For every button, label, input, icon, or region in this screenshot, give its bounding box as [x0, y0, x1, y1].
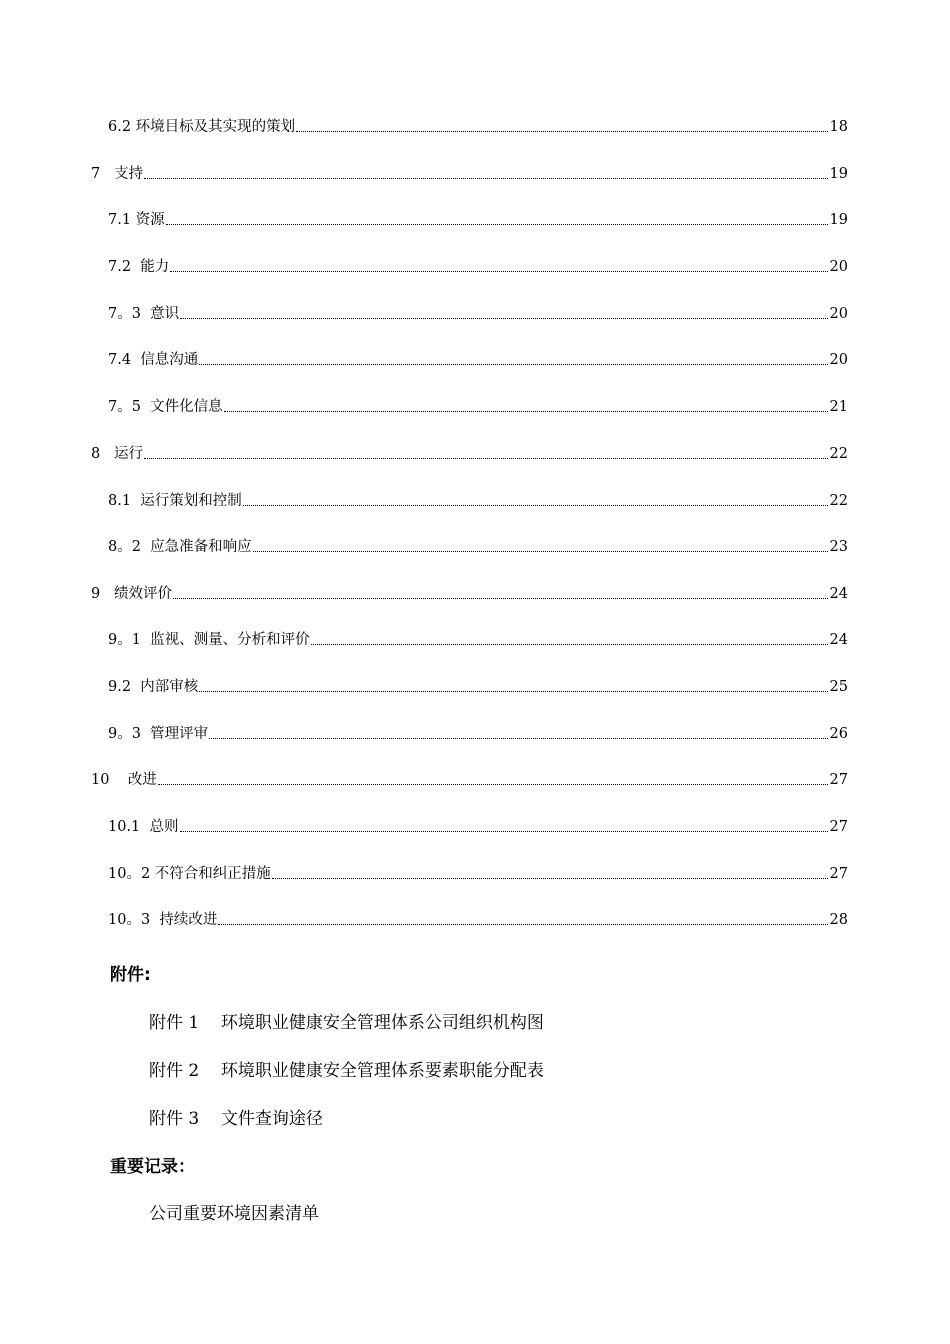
toc-entry-page: 27 — [829, 772, 848, 788]
toc-entry-page: 26 — [829, 726, 848, 742]
toc-entry-label: 8.1 运行策划和控制 — [108, 493, 242, 509]
toc-entry-label: 10。3 持续改进 — [108, 912, 218, 928]
toc-entry[interactable] — [108, 300, 848, 324]
toc-leader-dots — [144, 177, 827, 179]
toc-entry-page: 19 — [829, 166, 848, 182]
toc-entry-label: 9.2 内部审核 — [108, 679, 199, 695]
toc-entry-page: 20 — [829, 259, 848, 275]
toc-entry-label: 10.1 总则 — [108, 819, 179, 835]
toc-entry[interactable] — [108, 860, 848, 884]
toc-entry-page: 27 — [829, 866, 848, 882]
toc-leader-dots — [158, 783, 828, 785]
record-item[interactable]: 公司重要环境因素清单 — [149, 1204, 319, 1224]
toc-entry[interactable] — [108, 253, 848, 277]
attachments-heading: 附件: — [110, 965, 151, 985]
toc-entry-page: 19 — [829, 212, 848, 228]
toc-entry-page: 21 — [829, 399, 848, 415]
toc-entry[interactable] — [108, 533, 848, 557]
toc-leader-dots — [224, 410, 828, 412]
toc-entry[interactable] — [108, 346, 848, 370]
toc-entry[interactable] — [108, 113, 848, 137]
toc-entry[interactable] — [91, 766, 848, 790]
toc-entry-page: 27 — [829, 819, 848, 835]
toc-leader-dots — [243, 504, 828, 506]
toc-leader-dots — [253, 550, 828, 552]
toc-leader-dots — [218, 923, 827, 925]
toc-entry[interactable] — [91, 580, 848, 604]
toc-entry[interactable] — [91, 440, 848, 464]
toc-entry[interactable] — [108, 626, 848, 650]
toc-entry-label: 6.2 环境目标及其实现的策划 — [108, 119, 296, 135]
attachment-item[interactable]: 附件 2 环境职业健康安全管理体系要素职能分配表 — [149, 1061, 544, 1081]
toc-leader-dots — [173, 597, 827, 599]
toc-entry-label: 10。2 不符合和纠正措施 — [108, 866, 271, 882]
toc-leader-dots — [170, 270, 827, 272]
toc-entry[interactable] — [108, 393, 848, 417]
toc-leader-dots — [311, 643, 828, 645]
toc-entry-label: 8 运行 — [91, 446, 144, 462]
toc-leader-dots — [144, 457, 827, 459]
toc-entry-page: 24 — [829, 632, 848, 648]
attachment-item[interactable]: 附件 1 环境职业健康安全管理体系公司组织机构图 — [149, 1013, 544, 1033]
toc-entry[interactable] — [91, 160, 848, 184]
toc-entry-label: 10 改进 — [91, 772, 157, 788]
toc-entry-page: 18 — [829, 119, 848, 135]
toc-entry-label: 7.1 资源 — [108, 212, 165, 228]
toc-entry[interactable] — [108, 206, 848, 230]
toc-leader-dots — [296, 130, 827, 132]
toc-entry[interactable] — [108, 813, 848, 837]
toc-entry-label: 7.2 能力 — [108, 259, 170, 275]
toc-entry-page: 20 — [829, 352, 848, 368]
toc-entry-page: 23 — [829, 539, 848, 555]
toc-entry-label: 7。5 文件化信息 — [108, 399, 223, 415]
toc-entry-page: 20 — [829, 306, 848, 322]
toc-entry-page: 22 — [829, 493, 848, 509]
toc-entry-page: 28 — [829, 912, 848, 928]
toc-entry-label: 9。1 监视、测量、分析和评价 — [108, 632, 310, 648]
records-heading: 重要记录： — [110, 1157, 195, 1177]
toc-leader-dots — [180, 317, 827, 319]
toc-entry-page: 25 — [829, 679, 848, 695]
toc-leader-dots — [272, 877, 828, 879]
toc-entry[interactable] — [108, 487, 848, 511]
toc-entry[interactable] — [108, 906, 848, 930]
toc-leader-dots — [199, 363, 827, 365]
toc-leader-dots — [209, 737, 827, 739]
toc-entry-label: 7。3 意识 — [108, 306, 180, 322]
toc-leader-dots — [199, 690, 827, 692]
toc-entry-label: 7.4 信息沟通 — [108, 352, 199, 368]
toc-entry-label: 9。3 管理评审 — [108, 726, 209, 742]
toc-entry-page: 24 — [829, 586, 848, 602]
toc-entry-label: 9 绩效评价 — [91, 586, 173, 602]
toc-entry[interactable] — [108, 673, 848, 697]
toc-leader-dots — [180, 830, 828, 832]
toc-entry-label: 7 支持 — [91, 166, 144, 182]
attachment-item[interactable]: 附件 3 文件查询途径 — [149, 1109, 323, 1129]
toc-entry[interactable] — [108, 720, 848, 744]
toc-entry-page: 22 — [829, 446, 848, 462]
toc-entry-label: 8。2 应急准备和响应 — [108, 539, 252, 555]
toc-leader-dots — [166, 223, 828, 225]
